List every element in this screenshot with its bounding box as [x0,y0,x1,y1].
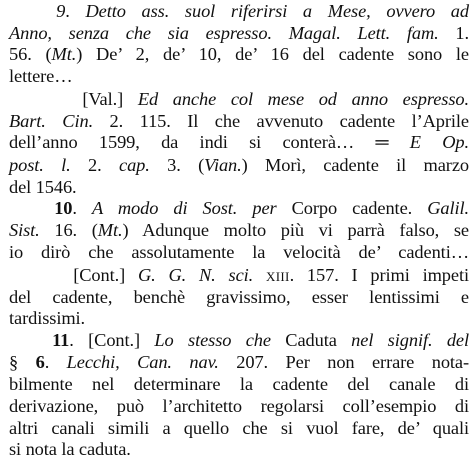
text-run [9,198,54,218]
text-run: nel signif. del [351,330,469,350]
text-run [253,265,266,285]
text-run: si nota la caduta. [9,439,131,459]
text-run: Anno, senza che sia espresso. Magal. Lett. fam. [9,23,439,43]
text-run: Mt. [51,44,77,64]
entry-9-line-2 [9,23,469,44]
text-run: 9 [56,1,66,21]
text-run: [Cont.] [9,265,138,285]
text-run: Lo stesso che [154,330,271,350]
cont-citation-line-1 [9,265,469,287]
text-run: del 1546. [9,177,77,197]
val-citation-line-3 [9,132,469,153]
text-run: Detto ass. suol riferirsi a Mese, ovvero ad [85,1,469,21]
text-run: 2. [70,155,120,175]
text-run: post. l. [9,155,71,175]
entry-9-line-1 [9,1,469,22]
text-run: Caduta [270,330,352,350]
text-run [9,1,56,21]
text-run: altri canali simili a quello che si vuol fare, de’ quali [9,418,469,438]
text-run: ) De’ 2, de’ 10, de’ 16 del cadente sono le [76,44,469,64]
text-run: E Op. [409,132,469,152]
text-run: 207. Per non errare nota- [218,352,470,372]
entry-11-line-3 [9,374,469,395]
entry-9-line-4 [9,66,469,87]
text-run: Ed anche col mese od anno espresso. [137,89,469,109]
text-run: io dirò che assolutamente la velocità de’ cadenti… [9,242,469,262]
val-citation-line-1 [9,89,469,110]
text-run: ) Morì, cadente il marzo [241,155,469,175]
text-run: . [72,198,92,218]
text-run: 3. ( [149,155,205,175]
text-run: 56. ( [9,44,52,64]
text-run: ) Adunque molto più vi parrà falso, se [122,220,469,240]
entry-11-line-1 [9,330,469,351]
text-run: § [9,352,36,372]
entry-9-line-3 [9,44,469,65]
val-citation-line-5 [9,177,469,198]
text-run: Galil. [427,198,470,218]
text-run: . [44,352,67,372]
text-run [9,330,52,350]
text-run: bilmente nel determinare la cadente del canale di [9,374,469,394]
text-run: A modo di Sost. per [91,198,277,218]
text-run: 11 [52,330,70,350]
entry-10-line-2 [9,220,469,241]
entry-11-line-4 [9,396,469,417]
text-run: 16. ( [39,220,98,240]
text-run: . [Cont.] [69,330,155,350]
text-run: del cadente, benchè gravissimo, esser lentissimi e [9,287,469,307]
text-run: tardissimi. [9,308,86,328]
text-run: Corpo cadente. [276,198,428,218]
text-run: Mt. [97,220,123,240]
text-run: Lecchi, Can. nav. [66,352,219,372]
entry-11-line-2 [9,352,469,373]
text-run: 2. 115. Il che avvenuto cadente l’Aprile [93,111,469,131]
text-run: lettere… [9,66,73,86]
text-run: 10 [54,198,73,218]
val-citation-line-4 [9,155,469,176]
entry-10-line-1 [9,198,469,219]
cont-citation-line-3 [9,308,469,329]
text-run: 6 [35,352,45,372]
text-run: Vian. [204,155,242,175]
text-run: G. G. N. sci. [137,265,254,285]
val-citation-line-2 [9,111,469,132]
text-run: Bart. Cin. [9,111,94,131]
text-run: cap. [119,155,150,175]
text-run: Sist. [9,220,40,240]
entry-11-line-5 [9,418,469,439]
text-run: 1. [438,23,469,43]
text-run: derivazione, può l’architetto regolarsi coll’esempio di [9,396,469,416]
cont-citation-line-2 [9,287,469,308]
entry-10-line-3 [9,242,469,263]
text-run: . 157. I primi impeti [289,265,469,285]
text-run: XIII [266,269,290,284]
text-run: . [65,1,86,21]
text-run: [Val.] [9,89,138,109]
text-run: dell’anno 1599, da indi si conterà… ═ [9,132,410,152]
